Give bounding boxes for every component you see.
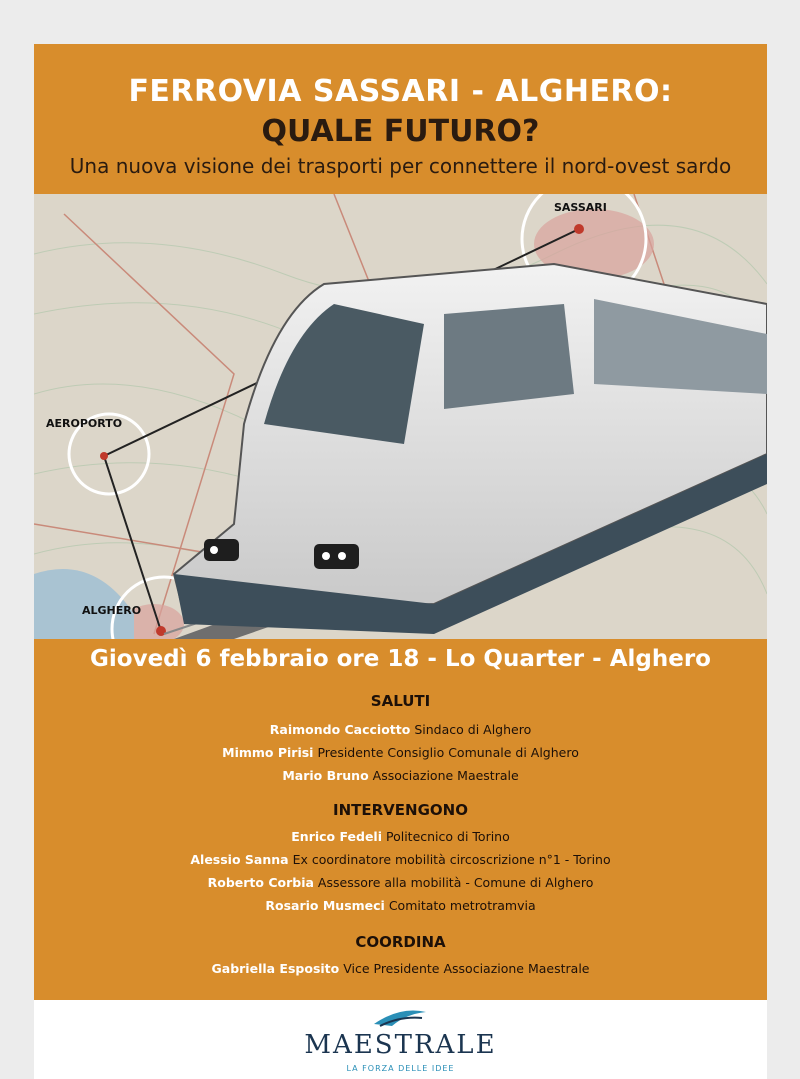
- speaker-name: Raimondo Cacciotto: [269, 722, 411, 737]
- logo-name: MAESTRALE: [304, 1030, 497, 1060]
- alghero-label: ALGHERO: [82, 604, 142, 617]
- saluti-section: [34, 692, 767, 787]
- map-svg: [34, 194, 767, 639]
- speaker-role: Comitato metrotramvia: [388, 898, 536, 913]
- saluti-title: SALUTI: [370, 692, 431, 710]
- speaker-role: Presidente Consiglio Comunale di Alghero: [317, 745, 579, 760]
- speaker-name: Mimmo Pirisi: [222, 745, 314, 760]
- intervengono-section: [34, 801, 767, 917]
- map-train-illustration: [34, 194, 767, 639]
- speaker-name: Mario Bruno: [282, 768, 369, 783]
- speaker-name: Roberto Corbia: [207, 875, 314, 890]
- speaker-row: [34, 718, 767, 741]
- footer-logo-area: [34, 1000, 767, 1079]
- speaker-row: [34, 764, 767, 787]
- speaker-row: [34, 848, 767, 871]
- poster-title-line1: FERROVIA SASSARI - ALGHERO:: [128, 74, 673, 109]
- sail-logo-icon: [370, 1004, 430, 1030]
- poster-title-line2: QUALE FUTURO?: [261, 114, 540, 149]
- speaker-row: [34, 871, 767, 894]
- event-date-band: [34, 639, 767, 679]
- speaker-role: Sindaco di Alghero: [414, 722, 532, 737]
- speaker-name: Rosario Musmeci: [265, 898, 385, 913]
- speaker-role: Assessore alla mobilità - Comune di Alghero: [317, 875, 594, 890]
- aeroporto-label: AEROPORTO: [46, 417, 123, 430]
- speaker-row: [34, 825, 767, 848]
- speaker-name: Enrico Fedeli: [291, 829, 382, 844]
- speaker-role: Associazione Maestrale: [372, 768, 519, 783]
- coordina-section: [34, 933, 767, 980]
- sassari-marker: [574, 224, 584, 234]
- aeroporto-marker: [100, 452, 108, 460]
- speaker-row: [34, 894, 767, 917]
- speaker-name: Gabriella Esposito: [211, 961, 340, 976]
- event-poster: [34, 44, 767, 1079]
- event-date-line: Giovedì 6 febbraio ore 18 - Lo Quarter - Alghero: [90, 646, 711, 672]
- intervengono-title: INTERVENGONO: [333, 801, 468, 819]
- speaker-role: Ex coordinatore mobilità circoscrizione n°1 - Torino: [292, 852, 611, 867]
- speaker-row: [34, 741, 767, 764]
- speaker-role: Vice Presidente Associazione Maestrale: [343, 961, 590, 976]
- logo-tagline: LA FORZA DELLE IDEE: [346, 1064, 455, 1073]
- speaker-role: Politecnico di Torino: [385, 829, 510, 844]
- speaker-row: [34, 957, 767, 980]
- coordina-title: COORDINA: [355, 933, 446, 951]
- speaker-name: Alessio Sanna: [190, 852, 289, 867]
- poster-subtitle: Una nuova visione dei trasporti per connettere il nord-ovest sardo: [69, 154, 732, 178]
- sassari-label: SASSARI: [554, 201, 607, 214]
